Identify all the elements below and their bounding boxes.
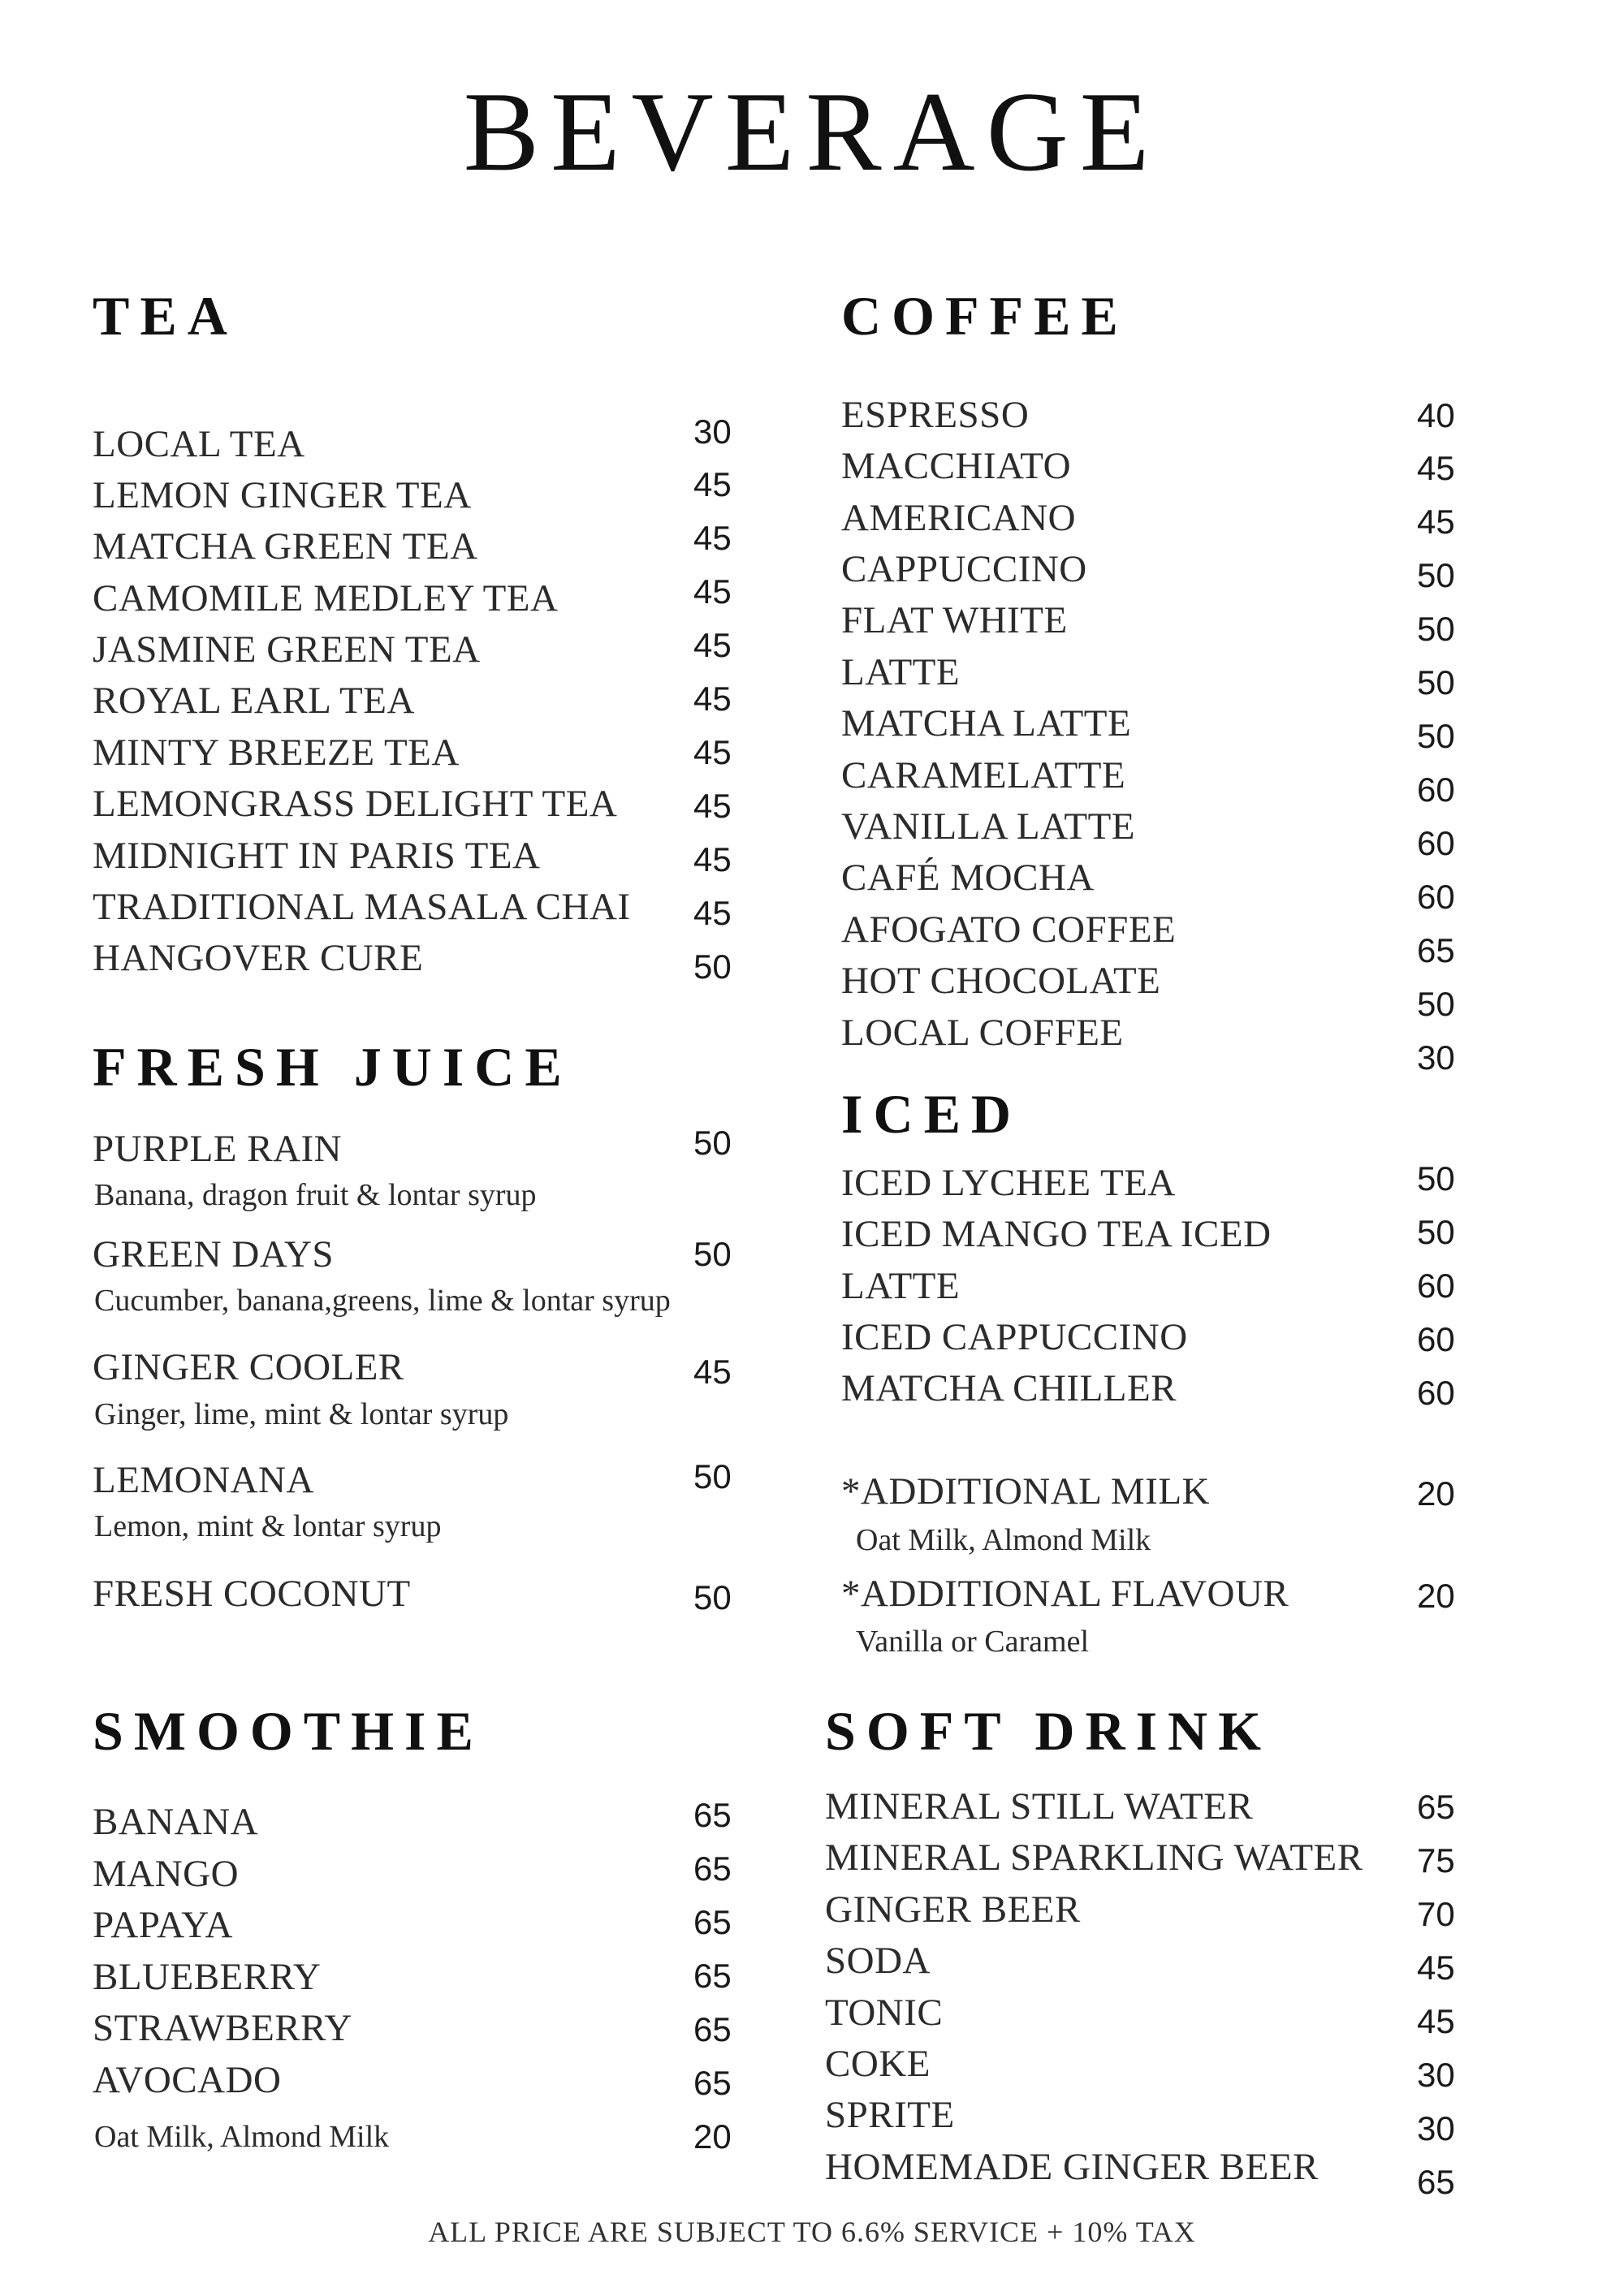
menu-item-price: 50 — [693, 1124, 732, 1162]
menu-item-price: 60 — [1417, 1320, 1455, 1358]
menu-item-name: MINTY BREEZE TEA — [93, 732, 460, 774]
section-heading-fresh-juice: FRESH JUICE — [93, 1036, 572, 1098]
menu-item-name: CAFÉ MOCHA — [841, 857, 1095, 899]
section-heading-coffee: COFFEE — [841, 285, 1129, 347]
menu-item-description: Oat Milk, Almond Milk — [856, 1523, 1151, 1557]
menu-item-name: MIDNIGHT IN PARIS TEA — [93, 835, 541, 877]
menu-item-name: CARAMELATTE — [841, 754, 1126, 796]
menu-item-price: 45 — [693, 465, 732, 503]
menu-item-name: ICED LYCHEE TEA — [841, 1162, 1176, 1204]
menu-item-price: 45 — [693, 680, 732, 718]
menu-item-price: 45 — [1417, 2002, 1455, 2040]
menu-item-name: LEMON GINGER TEA — [93, 474, 472, 516]
menu-item-name: HOMEMADE GINGER BEER — [825, 2146, 1319, 2188]
menu-item-name: MANGO — [93, 1853, 240, 1895]
menu-item-price: 60 — [1417, 878, 1455, 916]
menu-item-price: 65 — [693, 1957, 732, 1995]
menu-item-price: 45 — [693, 519, 732, 557]
menu-item-name: GREEN DAYS — [93, 1233, 335, 1275]
menu-item-price: 65 — [1417, 2163, 1455, 2201]
menu-item-name: ICED CAPPUCCINO — [841, 1316, 1188, 1358]
menu-item-name: PAPAYA — [93, 1904, 233, 1946]
menu-item-price: 50 — [1417, 1213, 1455, 1251]
menu-item-name: ROYAL EARL TEA — [93, 680, 415, 722]
menu-item-price: 50 — [693, 947, 732, 986]
menu-item-name: LEMONANA — [93, 1459, 314, 1501]
menu-item-price: 45 — [693, 1353, 732, 1391]
menu-item-price: 50 — [1417, 663, 1455, 701]
menu-item-price: 45 — [1417, 1949, 1455, 1987]
menu-item-price: 50 — [1417, 717, 1455, 755]
menu-item-price: 65 — [693, 2064, 732, 2102]
menu-item-price: 50 — [693, 1457, 732, 1495]
menu-item-name: STRAWBERRY — [93, 2007, 352, 2049]
menu-item-name: TONIC — [825, 1992, 944, 2034]
menu-item-name: ESPRESSO — [841, 394, 1030, 436]
section-heading-tea: TEA — [93, 285, 238, 347]
menu-title: BEVERAGE — [463, 69, 1161, 195]
menu-item-price: 50 — [1417, 610, 1455, 648]
menu-item-name: VANILLA LATTE — [841, 805, 1136, 848]
menu-item-price: 60 — [1417, 1267, 1455, 1305]
menu-item-name: AVOCADO — [93, 2059, 282, 2101]
menu-item-name: FRESH COCONUT — [93, 1573, 411, 1615]
menu-item-name: GINGER BEER — [825, 1888, 1081, 1931]
menu-item-price: 65 — [693, 1849, 732, 1888]
menu-item-name: CAPPUCCINO — [841, 548, 1087, 590]
menu-item-name: *ADDITIONAL FLAVOUR — [841, 1573, 1289, 1615]
menu-item-name: LEMONGRASS DELIGHT TEA — [93, 783, 618, 825]
menu-item-price: 65 — [693, 1796, 732, 1834]
menu-item-price: 60 — [1417, 824, 1455, 862]
menu-item-price: 50 — [1417, 556, 1455, 594]
menu-item-description: Lemon, mint & lontar syrup — [94, 1509, 442, 1543]
menu-item-price: 50 — [693, 1578, 732, 1616]
menu-item-name: LOCAL TEA — [93, 423, 305, 465]
menu-item-price: 45 — [1417, 503, 1455, 541]
menu-item-price: 50 — [693, 1235, 732, 1273]
menu-item-price: 45 — [693, 894, 732, 932]
menu-item-name: AMERICANO — [841, 497, 1077, 539]
menu-item-price: 30 — [693, 412, 732, 451]
price-disclaimer: ALL PRICE ARE SUBJECT TO 6.6% SERVICE + 10% TAX — [428, 2216, 1196, 2248]
menu-item-name: BLUEBERRY — [93, 1956, 322, 1998]
menu-item-name: MATCHA GREEN TEA — [93, 525, 478, 568]
menu-item-name: ICED MANGO TEA ICED — [841, 1213, 1272, 1255]
menu-item-name: COKE — [825, 2043, 931, 2085]
menu-item-name: MINERAL SPARKLING WATER — [825, 1836, 1363, 1879]
menu-item-name: FLAT WHITE — [841, 599, 1068, 641]
menu-item-name: *ADDITIONAL MILK — [841, 1470, 1210, 1513]
menu-item-price: 75 — [1417, 1841, 1455, 1880]
menu-item-name: GINGER COOLER — [93, 1346, 404, 1388]
menu-item-description: Banana, dragon fruit & lontar syrup — [94, 1178, 537, 1212]
menu-item-price: 45 — [693, 626, 732, 664]
menu-item-price: 30 — [1417, 2056, 1455, 2094]
menu-item-price: 45 — [693, 840, 732, 878]
menu-item-price: 45 — [1417, 449, 1455, 487]
menu-item-name: TRADITIONAL MASALA CHAI — [93, 886, 631, 928]
menu-item-price: 20 — [693, 2117, 732, 2156]
menu-item-name: HANGOVER CURE — [93, 937, 424, 979]
menu-item-price: 50 — [1417, 1159, 1455, 1198]
menu-item-description: Oat Milk, Almond Milk — [94, 2120, 390, 2154]
menu-item-price: 45 — [693, 733, 732, 771]
menu-item-price: 60 — [1417, 1374, 1455, 1412]
menu-item-name: HOT CHOCOLATE — [841, 960, 1161, 1002]
section-heading-iced: ICED — [841, 1083, 1022, 1145]
menu-item-price: 70 — [1417, 1895, 1455, 1933]
menu-item-name: LATTE — [841, 1265, 961, 1307]
menu-item-description: Ginger, lime, mint & lontar syrup — [94, 1397, 509, 1431]
menu-item-description: Vanilla or Caramel — [856, 1625, 1090, 1659]
menu-item-name: LOCAL COFFEE — [841, 1012, 1124, 1054]
menu-item-price: 20 — [1417, 1577, 1455, 1615]
menu-item-name: JASMINE GREEN TEA — [93, 628, 481, 671]
menu-item-name: PURPLE RAIN — [93, 1128, 343, 1170]
menu-item-price: 20 — [1417, 1474, 1455, 1513]
menu-item-price: 40 — [1417, 396, 1455, 434]
menu-item-name: SPRITE — [825, 2094, 955, 2136]
menu-item-price: 30 — [1417, 2109, 1455, 2147]
menu-item-name: MINERAL STILL WATER — [825, 1785, 1254, 1828]
menu-item-price: 65 — [1417, 1788, 1455, 1826]
menu-item-name: SODA — [825, 1940, 931, 1982]
menu-item-name: CAMOMILE MEDLEY TEA — [93, 577, 559, 619]
menu-item-description: Cucumber, banana,greens, lime & lontar syrup — [94, 1284, 671, 1318]
menu-item-name: MATCHA CHILLER — [841, 1367, 1177, 1409]
menu-item-name: LATTE — [841, 651, 961, 693]
menu-item-name: MATCHA LATTE — [841, 702, 1132, 744]
menu-item-price: 65 — [693, 2010, 732, 2048]
section-heading-smoothie: SMOOTHIE — [93, 1700, 484, 1762]
menu-item-price: 50 — [1417, 985, 1455, 1023]
menu-item-price: 65 — [693, 1903, 732, 1941]
menu-item-price: 30 — [1417, 1038, 1455, 1077]
menu-item-name: BANANA — [93, 1801, 259, 1843]
menu-item-price: 45 — [693, 572, 732, 611]
section-heading-soft-drink: SOFT DRINK — [825, 1700, 1272, 1762]
menu-item-name: MACCHIATO — [841, 445, 1072, 487]
menu-item-price: 45 — [693, 787, 732, 825]
menu-item-price: 60 — [1417, 770, 1455, 809]
menu-item-name: AFOGATO COFFEE — [841, 908, 1177, 951]
menu-item-price: 65 — [1417, 931, 1455, 969]
